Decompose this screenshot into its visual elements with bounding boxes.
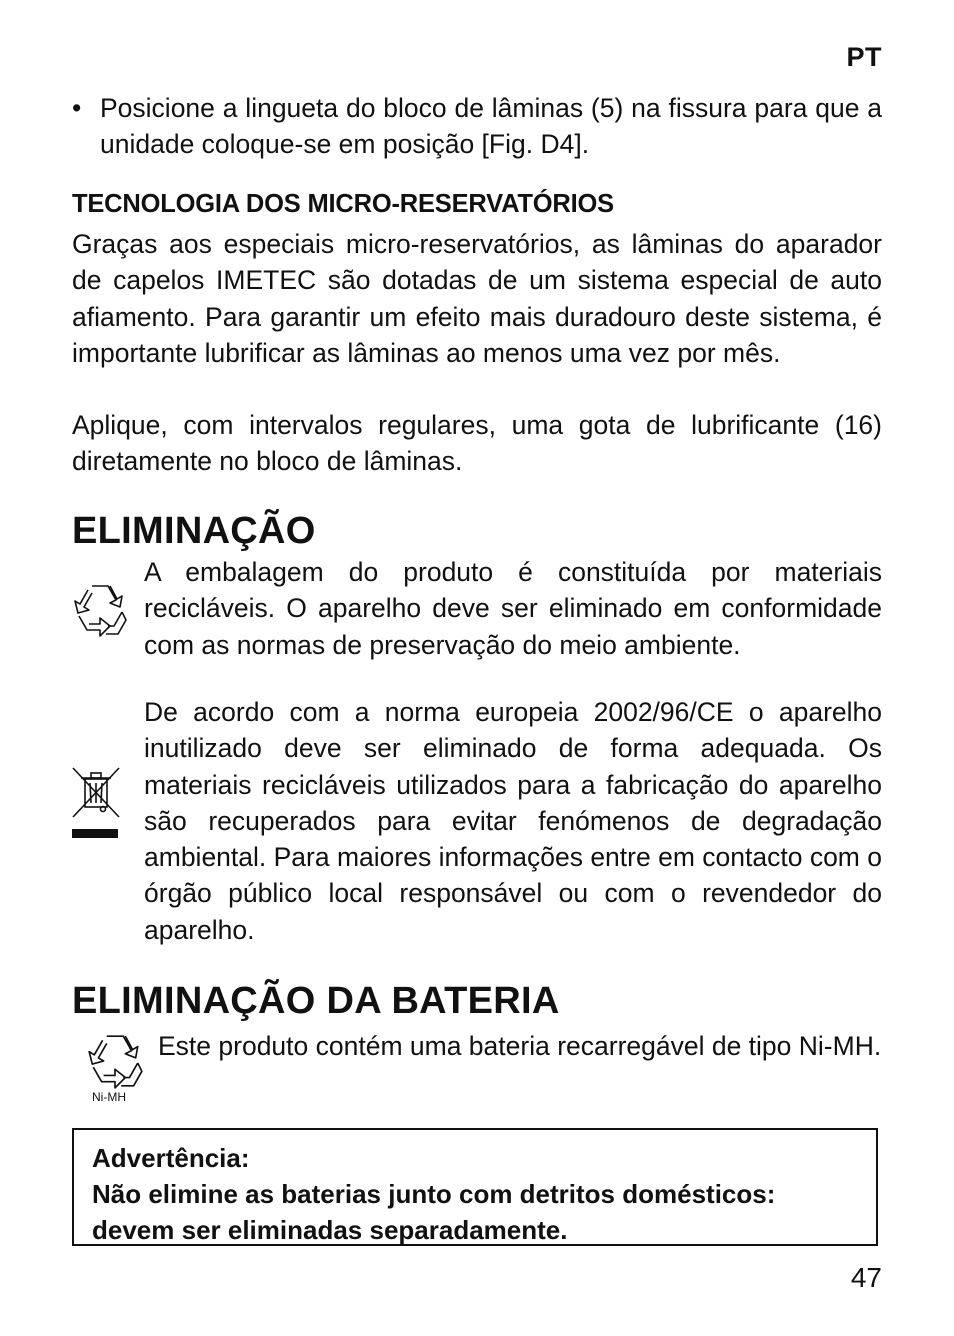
bullet-dot: • <box>72 93 82 123</box>
battery-recycle-badge <box>84 1030 146 1106</box>
battery-recycle-icon <box>84 1030 146 1092</box>
packaging-paragraph: A embalagem do produto é constituída por materiais recicláveis. O aparelho deve ser eliminado em conformidade com as normas de preservação do meio ambiente. <box>144 557 882 660</box>
battery-paragraph: Este produto contém uma bateria recarregável de tipo Ni-MH. <box>158 1031 882 1061</box>
lubricate-paragraph: Aplique, com intervalos regulares, uma gota de lubrificante (16) diretamente no bloco de lâminas. <box>72 410 882 477</box>
disposal-heading: ELIMINAÇÃO <box>72 510 316 552</box>
micro-reservoir-heading: TECNOLOGIA DOS MICRO-RESERVATÓRIOS <box>72 190 614 218</box>
bullet-text: Posicione a lingueta do bloco de lâminas (5) na fissura para que a unidade coloque-se em posição [Fig. D4]. <box>100 93 882 159</box>
page-number: 47 <box>850 1262 882 1293</box>
recycle-icon <box>70 580 130 640</box>
warning-box <box>72 1128 878 1246</box>
warning-title: Advertência: <box>92 1143 250 1173</box>
weee-paragraph: De acordo com a norma europeia 2002/96/CE o aparelho inutilizado deve ser eliminado de forma adequada. Os materiais recicláveis utilizados para a fabricação do aparelho são recuperados para evitar fenómenos de degradação ambiental. Para maiores informações entre em contacto com o órgão público local responsável ou com o revendedor do aparelho. <box>144 697 882 945</box>
crossed-bin-icon <box>70 765 122 841</box>
battery-disposal-heading: ELIMINAÇÃO DA BATERIA <box>72 980 560 1022</box>
bullet-item <box>72 90 882 162</box>
battery-type-label: Ni-MH <box>92 1090 126 1104</box>
language-label: PT <box>846 42 882 72</box>
warning-line-2: devem ser eliminadas separadamente. <box>92 1215 568 1245</box>
micro-reservoir-paragraph: Graças aos especiais micro-reservatórios, as lâminas do aparador de capelos IMETEC são dotadas de um sistema especial de auto afiamento. Para garantir um efeito mais duradouro deste sistema, é importante lubrificar as lâminas ao menos uma vez por mês. <box>72 229 882 368</box>
warning-line-1: Não elimine as baterias junto com detritos domésticos: <box>92 1179 776 1209</box>
